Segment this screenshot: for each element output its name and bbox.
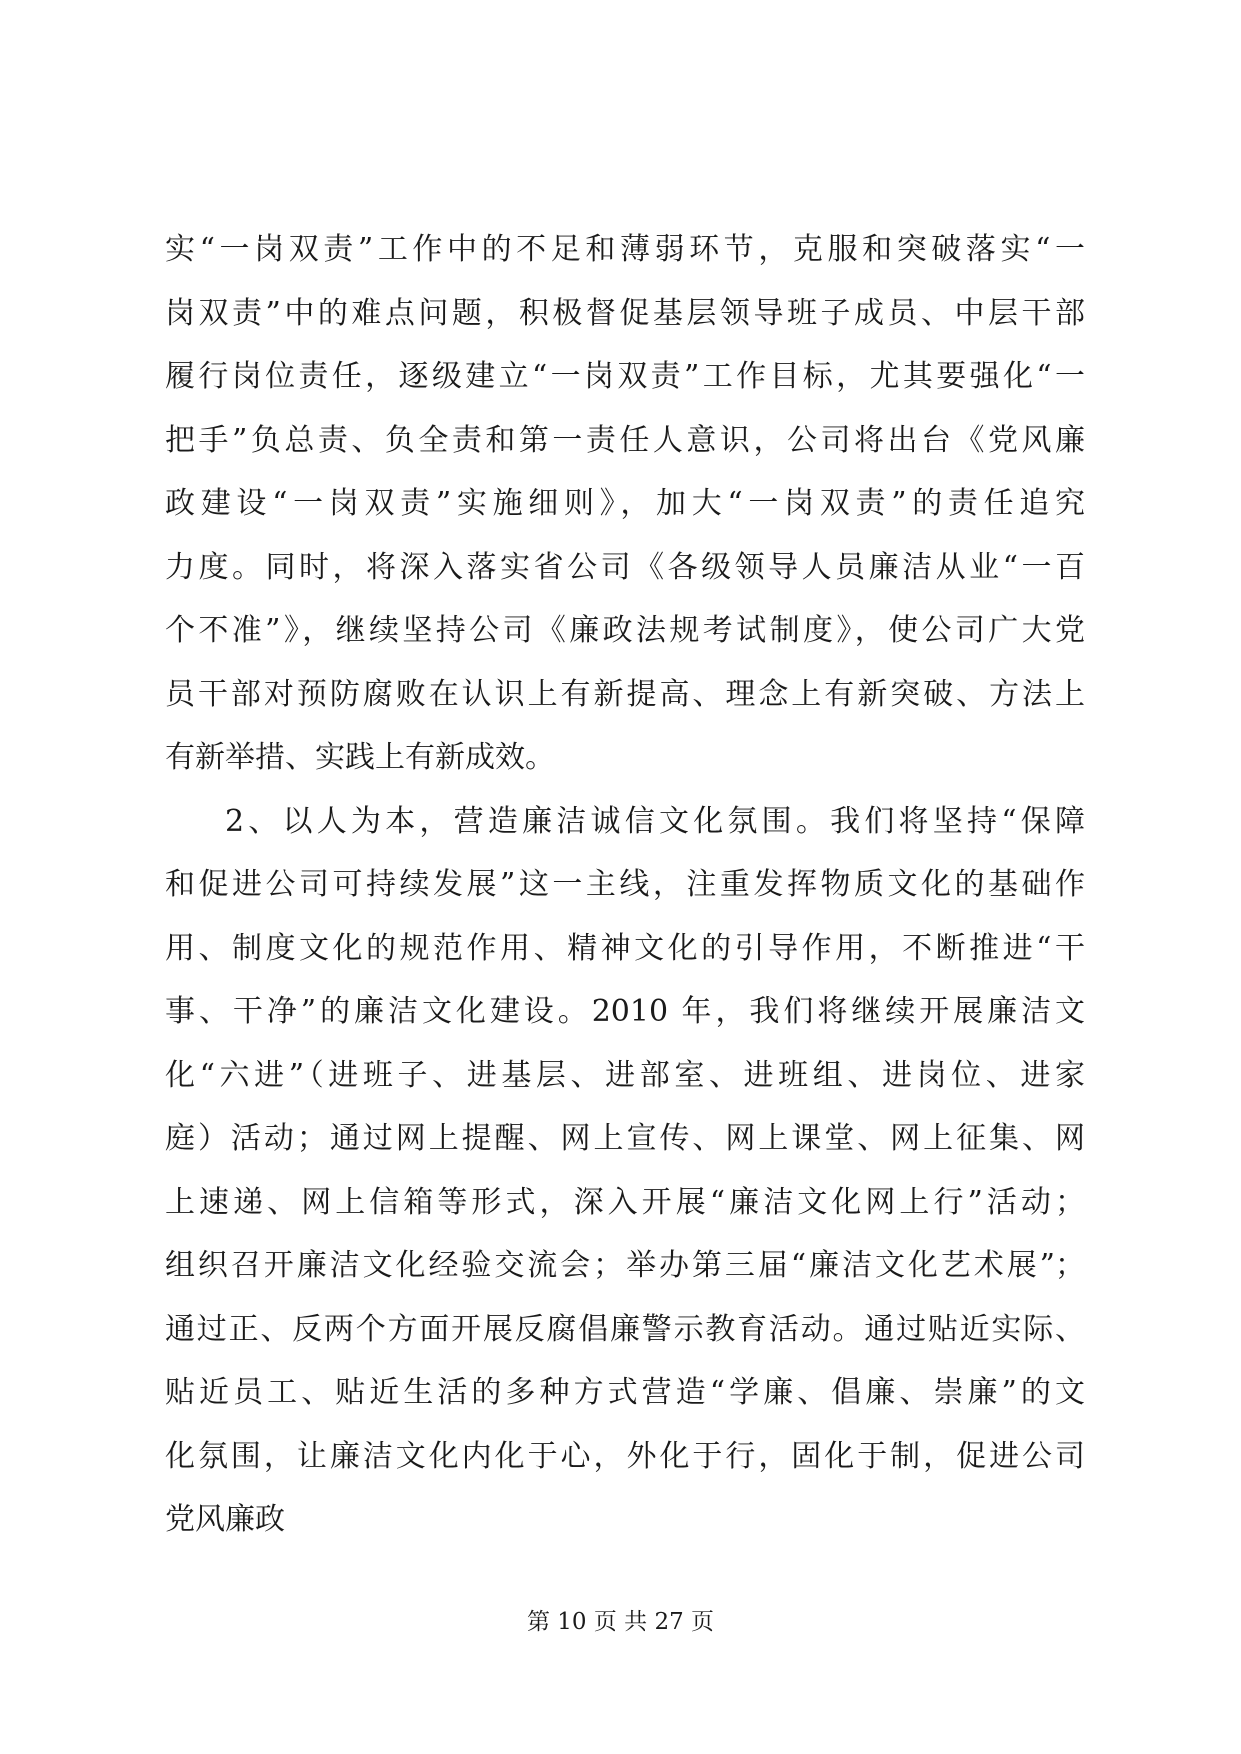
text-line: 力度。同时，将深入落实省公司《各级领导人员廉洁从业“一百 bbox=[165, 549, 1085, 585]
text-line: 2、以人为本，营造廉洁诚信文化氛围。我们将坚持“保障 bbox=[225, 803, 1085, 839]
text-line: 员干部对预防腐败在认识上有新提高、理念上有新突破、方法上 bbox=[165, 676, 1085, 712]
text-line: 个不准”》，继续坚持公司《廉政法规考试制度》，使公司广大党 bbox=[165, 613, 1085, 648]
text-line: 组织召开廉洁文化经验交流会；举办第三届“廉洁文化艺术展”； bbox=[165, 1248, 1085, 1283]
text-line: 和促进公司可持续发展”这一主线，注重发挥物质文化的基础作 bbox=[165, 867, 1085, 902]
text-line: 岗双责”中的难点问题，积极督促基层领导班子成员、中层干部 bbox=[165, 295, 1085, 331]
text-line: 履行岗位责任，逐级建立“一岗双责”工作目标，尤其要强化“一 bbox=[165, 359, 1085, 394]
text-line: 政建设“一岗双责”实施细则》，加大“一岗双责”的责任追究 bbox=[165, 486, 1085, 521]
text-line: 通过正、反两个方面开展反腐倡廉警示教育活动。通过贴近实际、 bbox=[165, 1311, 1085, 1347]
text-line: 上速递、网上信箱等形式，深入开展“廉洁文化网上行”活动； bbox=[165, 1184, 1085, 1220]
text-line: 把手”负总责、负全责和第一责任人意识，公司将出台《党风廉 bbox=[165, 422, 1085, 458]
text-line: 庭）活动；通过网上提醒、网上宣传、网上课堂、网上征集、网 bbox=[165, 1121, 1085, 1156]
text-line: 事、干净”的廉洁文化建设。2010 年，我们将继续开展廉洁文 bbox=[165, 994, 1085, 1029]
text-line: 化氛围，让廉洁文化内化于心，外化于行，固化于制，促进公司 bbox=[165, 1438, 1085, 1474]
text-line: 用、制度文化的规范作用、精神文化的引导作用，不断推进“干 bbox=[165, 930, 1085, 966]
page-number-footer: 第 10 页 共 27 页 bbox=[526, 1609, 715, 1635]
text-line: 化“六进”（进班子、进基层、进部室、进班组、进岗位、进家 bbox=[165, 1057, 1085, 1093]
body-text bbox=[165, 218, 1085, 1552]
text-line: 党风廉政 bbox=[165, 1502, 285, 1537]
text-line: 贴近员工、贴近生活的多种方式营造“学廉、倡廉、崇廉”的文 bbox=[165, 1375, 1085, 1410]
text-line: 实“一岗双责”工作中的不足和薄弱环节，克服和突破落实“一 bbox=[165, 232, 1085, 267]
text-line: 有新举措、实践上有新成效。 bbox=[165, 740, 555, 775]
